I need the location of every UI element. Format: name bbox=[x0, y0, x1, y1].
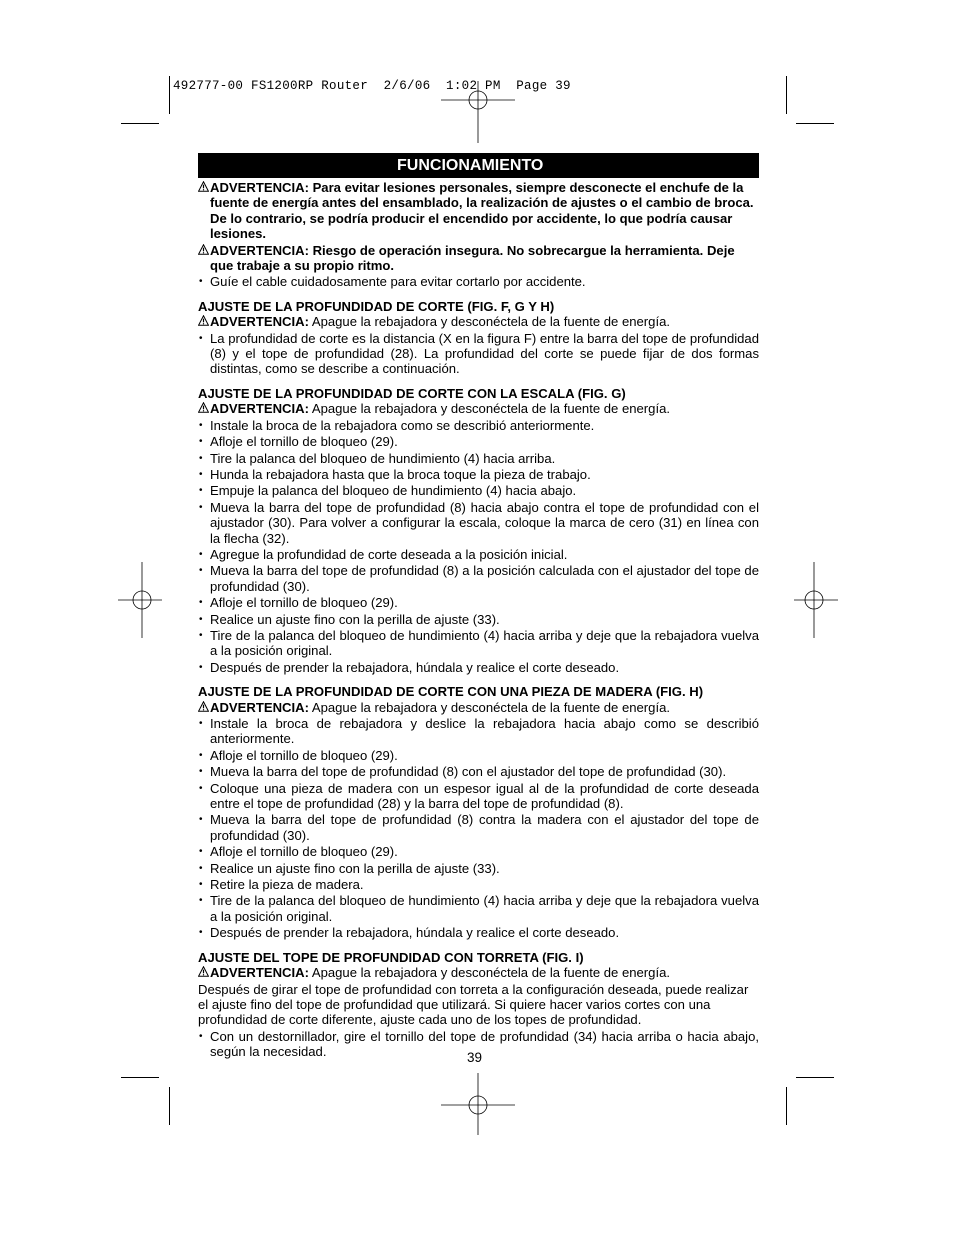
warning-text: Apague la rebajadora y desconéctela de la fuente de energía. bbox=[308, 401, 671, 417]
list-item: • Mueva la barra del tope de profundidad (8) a la posición calculada con el ajustador del tope de profundidad (30). bbox=[198, 563, 759, 594]
crop-mark-bottom-right-h bbox=[796, 1077, 834, 1078]
warning-triangle-icon bbox=[198, 315, 209, 326]
warning-text: Apague la rebajadora y desconéctela de la fuente de energía. bbox=[308, 965, 671, 981]
section-warning bbox=[198, 700, 759, 715]
page-number: 39 bbox=[467, 1050, 483, 1065]
list-item: • Retire la pieza de madera. bbox=[198, 877, 759, 892]
crop-mark-bottom-left-h bbox=[121, 1077, 159, 1078]
crop-mark-top-left-v bbox=[169, 76, 170, 114]
section-heading: AJUSTE DE LA PROFUNDIDAD DE CORTE (FIG. F, G Y H) bbox=[198, 298, 555, 314]
printer-slug: 492777-00 FS1200RP Router 2/6/06 1:02 PM Page 39 bbox=[173, 79, 571, 93]
list-item: • Guíe el cable cuidadosamente para evitar cortarlo por accidente. bbox=[198, 274, 759, 289]
warning-triangle-icon bbox=[198, 244, 209, 255]
list-item: • La profundidad de corte es la distancia (X en la figura F) entre la barra del tope de profundidad (8) y el tope de profundidad (28). La profundidad del corte se puede fijar de dos formas distintas, como se describe a continuación. bbox=[198, 331, 759, 377]
crop-mark-bottom-left-v bbox=[169, 1087, 170, 1125]
list-item: • Con un destornillador, gire el tornillo del tope de profundidad (34) hacia arriba o hacia abajo, según la necesidad. bbox=[198, 1029, 759, 1060]
list-item: • Afloje el tornillo de bloqueo (29). bbox=[198, 748, 759, 763]
warning-label: ADVERTENCIA: bbox=[210, 314, 309, 330]
list-item: • Tire de la palanca del bloqueo de hundimiento (4) hacia arriba y deje que la rebajadora vuelva a la posición original. bbox=[198, 628, 759, 659]
section-warning bbox=[198, 314, 759, 329]
warning-text: ADVERTENCIA: Para evitar lesiones personales, siempre desconecte el enchufe de la fuente de energía antes del ensamblado, la realización de ajustes o el cambio de broca. De lo contrario, se podría producir el encendido por accidente, lo que podría causar lesiones. bbox=[210, 180, 754, 242]
crop-mark-top-right-v bbox=[786, 76, 787, 114]
section-warning bbox=[198, 965, 759, 980]
list-item: • Afloje el tornillo de bloqueo (29). bbox=[198, 434, 759, 449]
section-heading: AJUSTE DE LA PROFUNDIDAD DE CORTE CON LA ESCALA (FIG. G) bbox=[198, 385, 626, 401]
warning-triangle-icon bbox=[198, 402, 209, 413]
section-heading: AJUSTE DE LA PROFUNDIDAD DE CORTE CON UNA PIEZA DE MADERA (FIG. H) bbox=[198, 684, 704, 700]
registration-mark-top bbox=[441, 81, 515, 143]
list-item: • Realice un ajuste fino con la perilla de ajuste (33). bbox=[198, 612, 759, 627]
list-item: • Instale la broca de rebajadora y deslice la rebajadora hacia abajo como se describió anteriormente. bbox=[198, 716, 759, 747]
list-item: • Instale la broca de la rebajadora como se describió anteriormente. bbox=[198, 418, 759, 433]
crop-mark-top-right-h bbox=[796, 123, 834, 124]
crop-mark-top-left-h bbox=[121, 123, 159, 124]
list-item: • Realice un ajuste fino con la perilla de ajuste (33). bbox=[198, 861, 759, 876]
warning-text: ADVERTENCIA: Riesgo de operación insegura. No sobrecargue la herramienta. Deje que trabaje a su propio ritmo. bbox=[210, 242, 735, 274]
list-item: • Después de prender la rebajadora, húndala y realice el corte deseado. bbox=[198, 925, 759, 940]
warning-label: ADVERTENCIA: bbox=[210, 965, 309, 981]
warning-label: ADVERTENCIA: bbox=[210, 401, 309, 417]
registration-mark-bottom bbox=[441, 1073, 515, 1135]
list-item: • Tire de la palanca del bloqueo de hundimiento (4) hacia arriba y deje que la rebajadora vuelva a la posición original. bbox=[198, 893, 759, 924]
list-item: • Tire la palanca del bloqueo de hundimiento (4) hacia arriba. bbox=[198, 451, 759, 466]
list-item: • Coloque una pieza de madera con un espesor igual al de la profundidad de corte deseada entre el tope de profundidad (28) y la barra del tope de profundidad (8). bbox=[198, 781, 759, 812]
warning-label: ADVERTENCIA: bbox=[210, 699, 309, 715]
registration-mark-right bbox=[794, 562, 838, 638]
list-item: • Afloje el tornillo de bloqueo (29). bbox=[198, 844, 759, 859]
warning-triangle-icon bbox=[198, 181, 209, 192]
warning-text: Apague la rebajadora y desconéctela de la fuente de energía. bbox=[308, 314, 671, 330]
section-paragraph: Después de girar el tope de profundidad con torreta a la configuración deseada, puede realizar el ajuste fino del tope de profundidad que utilizará. Si quiere hacer varios cortes con una profundidad de corte diferente, ajuste cada uno de los topes de profundidad. bbox=[198, 981, 749, 1028]
warning-overload bbox=[198, 243, 759, 274]
warning-triangle-icon bbox=[198, 966, 209, 977]
list-item: • Afloje el tornillo de bloqueo (29). bbox=[198, 595, 759, 610]
registration-mark-left bbox=[118, 562, 162, 638]
crop-mark-bottom-right-v bbox=[786, 1087, 787, 1125]
warning-general bbox=[198, 180, 759, 242]
section-heading: AJUSTE DEL TOPE DE PROFUNDIDAD CON TORRETA (FIG. I) bbox=[198, 949, 584, 965]
list-item: • Hunda la rebajadora hasta que la broca toque la pieza de trabajo. bbox=[198, 467, 759, 482]
list-item: • Después de prender la rebajadora, húndala y realice el corte deseado. bbox=[198, 660, 759, 675]
warning-text: Apague la rebajadora y desconéctela de la fuente de energía. bbox=[308, 699, 671, 715]
warning-triangle-icon bbox=[198, 701, 209, 712]
list-item: • Mueva la barra del tope de profundidad (8) con el ajustador del tope de profundidad (30). bbox=[198, 764, 759, 779]
page-content bbox=[198, 153, 759, 1060]
list-item: • Agregue la profundidad de corte deseada a la posición inicial. bbox=[198, 547, 759, 562]
list-item: • Empuje la palanca del bloqueo de hundimiento (4) hacia abajo. bbox=[198, 483, 759, 498]
list-item: • Mueva la barra del tope de profundidad (8) hacia abajo contra el tope de profundidad con el ajustador (30). Para volver a configurar la escala, coloque la marca de cero (31) en línea con la flecha (32). bbox=[198, 500, 759, 546]
section-title-banner: FUNCIONAMIENTO bbox=[198, 153, 759, 178]
list-item: • Mueva la barra del tope de profundidad (8) contra la madera con el ajustador del tope de profundidad (30). bbox=[198, 812, 759, 843]
section-warning bbox=[198, 401, 759, 416]
